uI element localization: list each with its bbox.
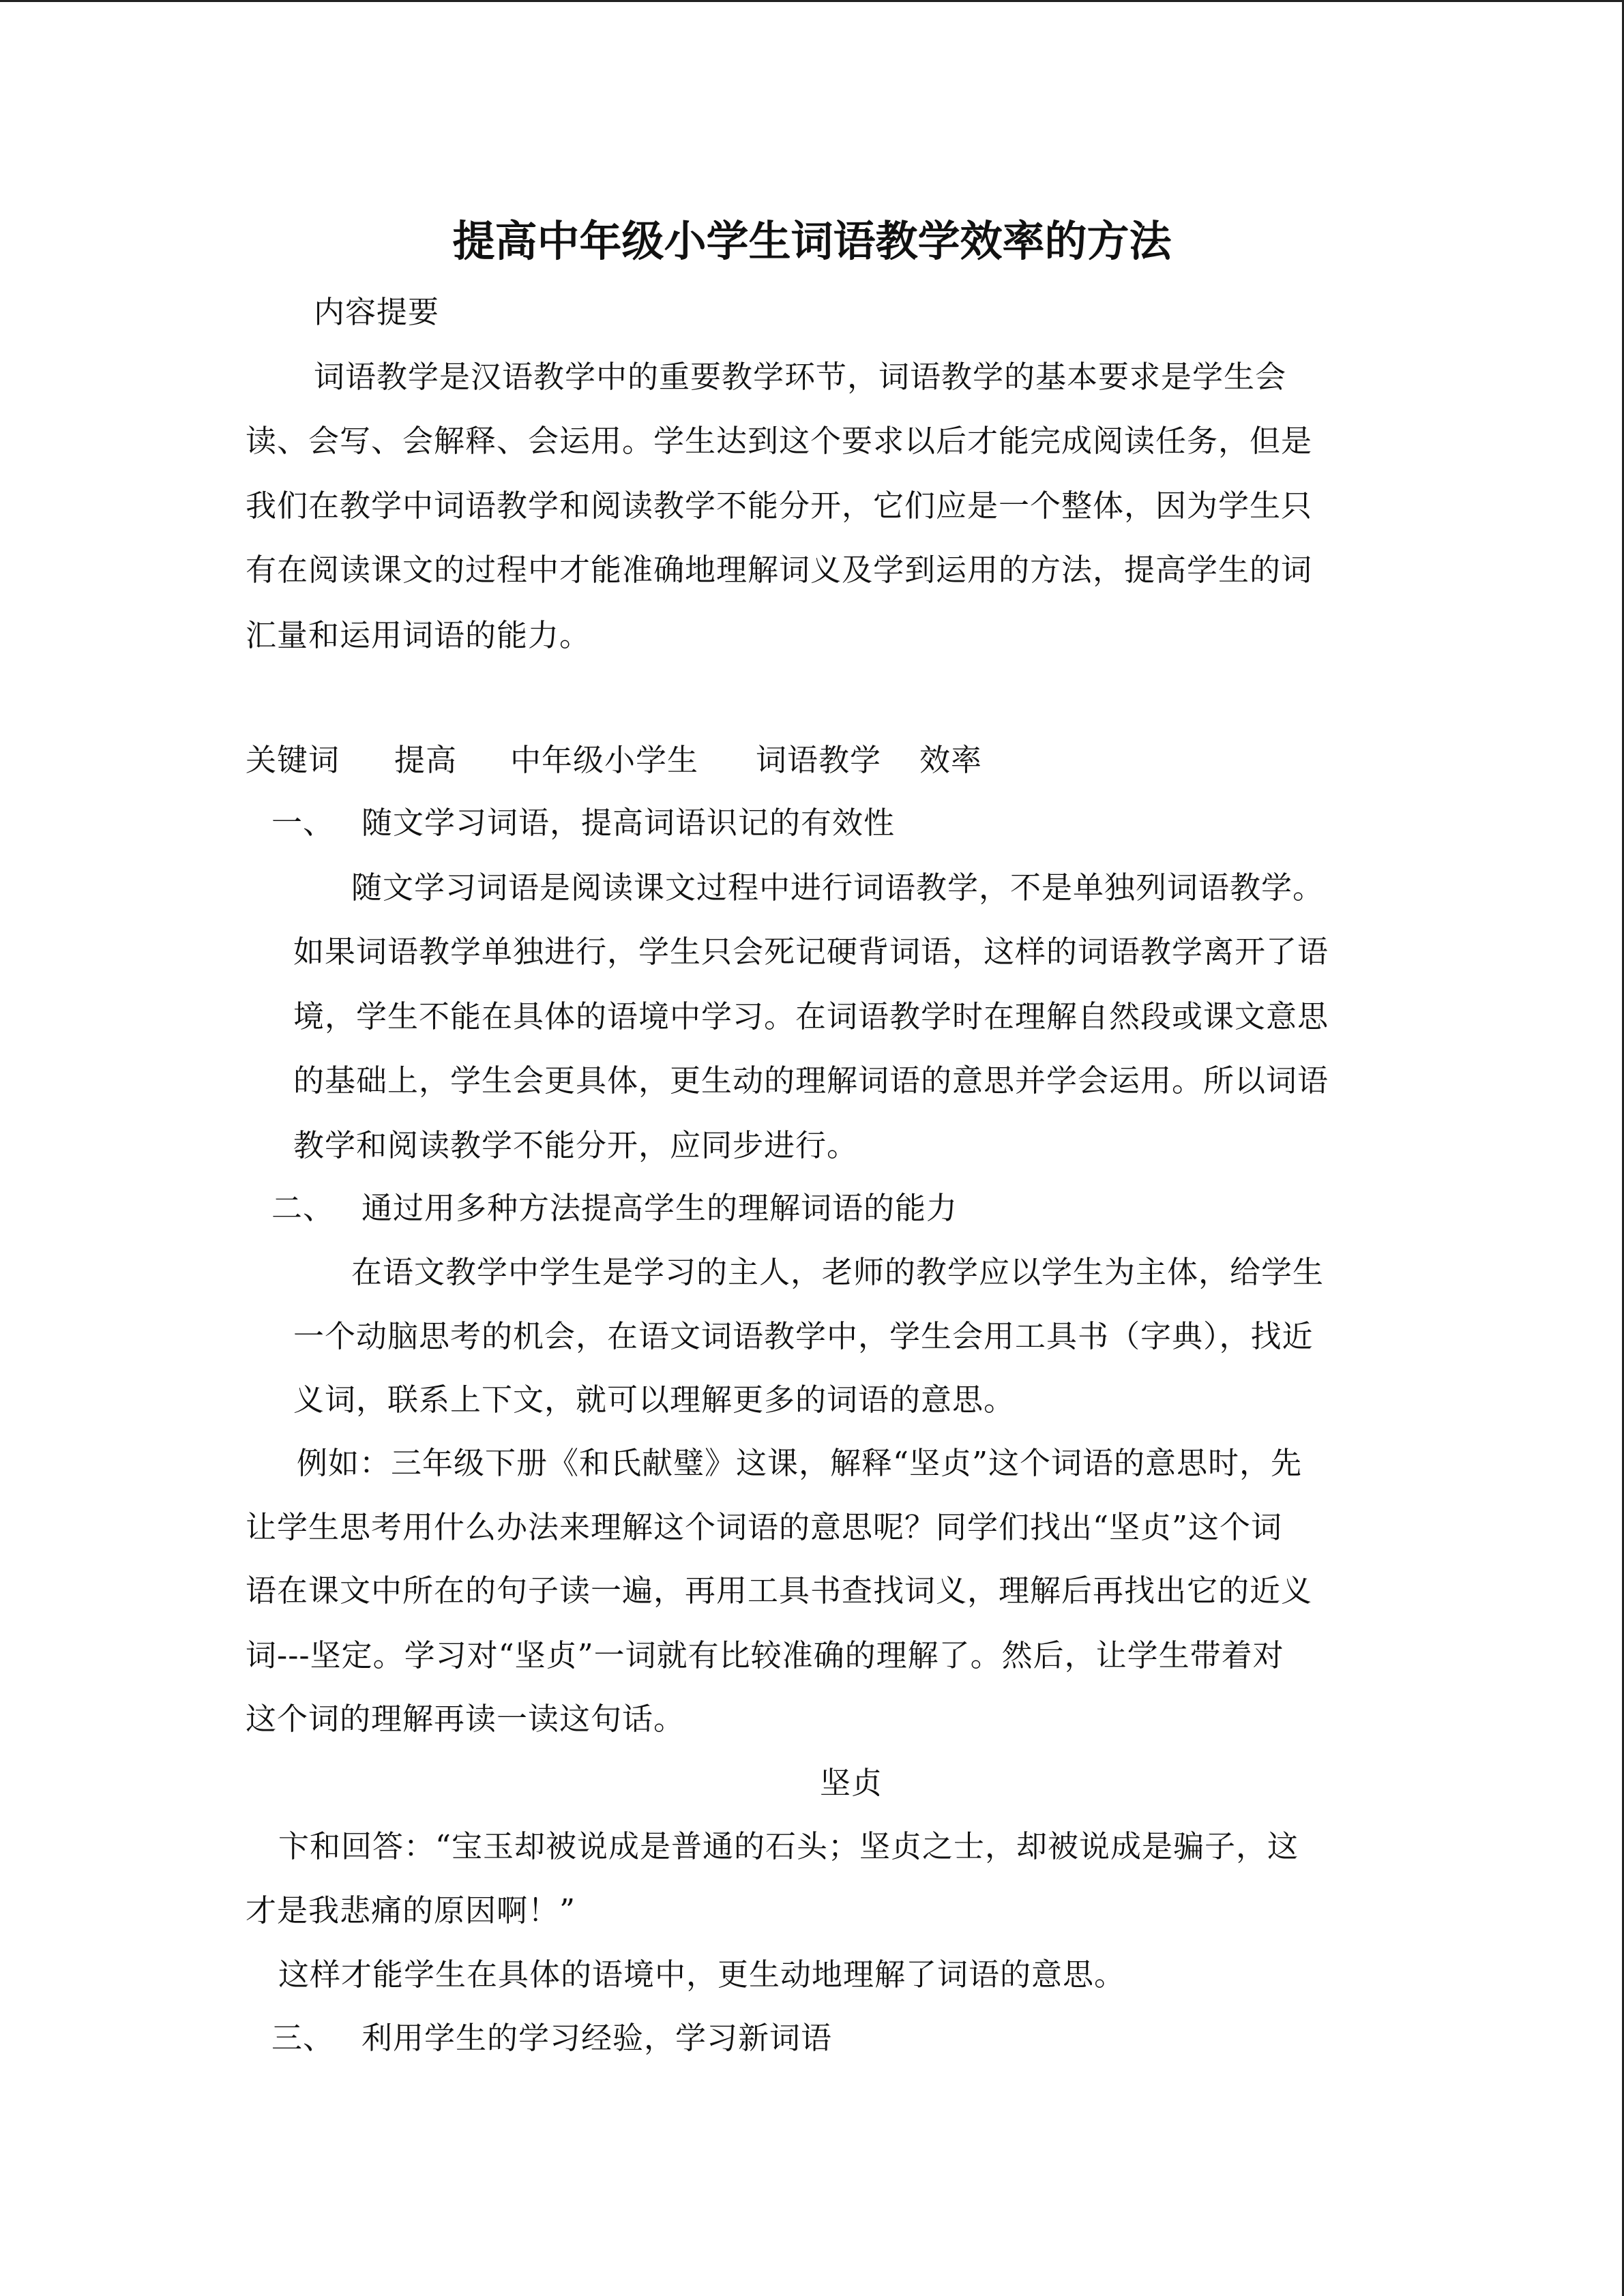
quote-line: 才是我悲痛的原因啊！” — [246, 1892, 576, 1928]
page-border-top — [0, 0, 1624, 2]
section-paragraph-line: 境，学生不能在具体的语境中学习。在词语教学时在理解自然段或课文意思 — [293, 998, 1329, 1034]
abstract-heading: 内容提要 — [314, 294, 440, 330]
section-number: 一、 — [271, 805, 335, 841]
section-heading: 通过用多种方法提高学生的理解词语的能力 — [361, 1190, 958, 1226]
keyword-item: 效率 — [919, 742, 983, 778]
example-line: 让学生思考用什么办法来理解这个词语的意思呢？同学们找出“坚贞”这个词 — [246, 1509, 1283, 1545]
quote-line: 卞和回答：“宝玉却被说成是普通的石头；坚贞之士，却被说成是骗子，这 — [278, 1828, 1299, 1864]
example-line: 语在课文中所在的句子读一遍，再用工具书查找词义，理解后再找出它的近义 — [246, 1572, 1313, 1609]
section-heading: 随文学习词语，提高词语识记的有效性 — [361, 805, 896, 841]
conclusion-line: 这样才能学生在具体的语境中，更生动地理解了词语的意思。 — [278, 1956, 1126, 1993]
section-paragraph-line: 教学和阅读教学不能分开，应同步进行。 — [293, 1127, 859, 1163]
example-line: 词---坚定。学习对“坚贞”一词就有比较准确的理解了。然后，让学生带着对 — [246, 1637, 1284, 1673]
abstract-line: 读、会写、会解释、会运用。学生达到这个要求以后才能完成阅读任务，但是 — [246, 423, 1313, 459]
section-number: 二、 — [271, 1190, 335, 1226]
example-line: 例如：三年级下册《和氏献璧》这课，解释“坚贞”这个词语的意思时，先 — [297, 1445, 1303, 1481]
abstract-line: 汇量和运用词语的能力。 — [246, 617, 591, 653]
document-title: 提高中年级小学生词语教学效率的方法 — [452, 216, 1172, 266]
section-paragraph-line: 如果词语教学单独进行，学生只会死记硬背词语，这样的词语教学离开了语 — [293, 934, 1329, 970]
abstract-line: 我们在教学中词语教学和阅读教学不能分开，它们应是一个整体，因为学生只 — [246, 488, 1313, 524]
section-number: 三、 — [271, 2020, 335, 2056]
keywords-label: 关键词 — [246, 742, 340, 778]
section-paragraph-line: 一个动脑思考的机会，在语文词语教学中，学生会用工具书（字典），找近 — [293, 1318, 1314, 1354]
example-line: 这个词的理解再读一读这句话。 — [246, 1701, 685, 1737]
section-paragraph-line: 在语文教学中学生是学习的主人，老师的教学应以学生为主体，给学生 — [351, 1254, 1325, 1290]
section-paragraph-line: 的基础上，学生会更具体，更生动的理解词语的意思并学会运用。所以词语 — [293, 1062, 1329, 1099]
keyword-item: 词语教学 — [756, 742, 882, 778]
keyword-item: 中年级小学生 — [510, 742, 699, 778]
ruby-annotation: 坚贞 — [820, 1765, 883, 1801]
section-paragraph-line: 义词，联系上下文，就可以理解更多的词语的意思。 — [293, 1382, 1016, 1418]
section-paragraph-line: 随文学习词语是阅读课文过程中进行词语教学，不是单独列词语教学。 — [351, 869, 1325, 906]
abstract-line: 词语教学是汉语教学中的重要教学环节，词语教学的基本要求是学生会 — [314, 359, 1287, 395]
abstract-line: 有在阅读课文的过程中才能准确地理解词义及学到运用的方法，提高学生的词 — [246, 552, 1313, 588]
keyword-item: 提高 — [394, 742, 458, 778]
section-heading: 利用学生的学习经验，学习新词语 — [361, 2020, 833, 2056]
